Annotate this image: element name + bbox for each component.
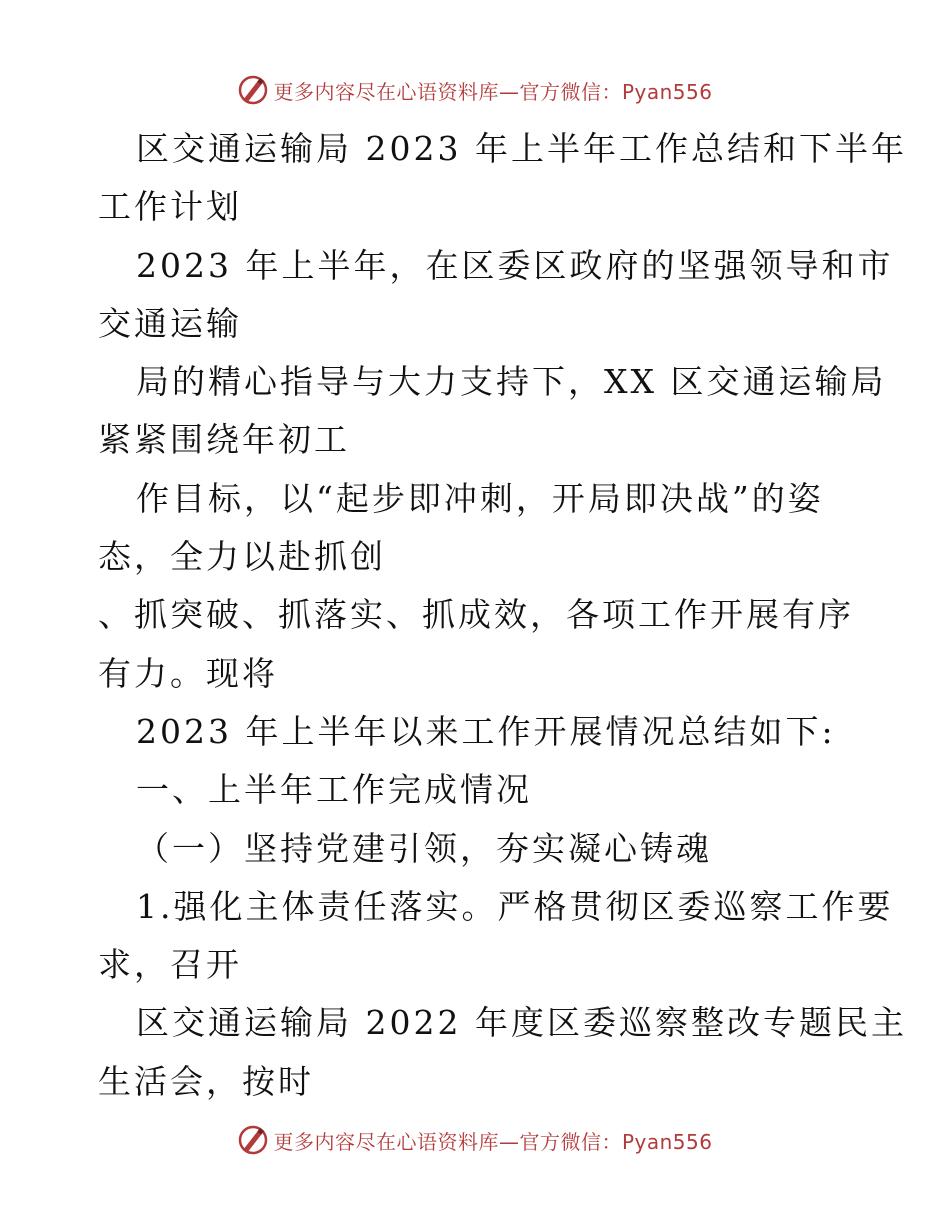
text-line: 紧紧围绕年初工 — [98, 420, 350, 460]
text-line: 求，召开 — [98, 945, 242, 985]
text-line: 区交通运输局 2023 年上半年工作总结和下半年 — [136, 129, 907, 168]
watermark-banner-top — [0, 70, 950, 110]
subsection-heading: （一）坚持党建引领，夯实凝心铸魂 — [136, 828, 712, 868]
text-line: 区交通运输局 2022 年度区委巡察整改专题民主 — [136, 1003, 907, 1043]
text-line: 工作计划 — [98, 187, 242, 227]
text-line: 生活会，按时 — [98, 1061, 314, 1101]
pen-logo-icon — [237, 74, 269, 106]
text-line: 、抓突破、抓落实、抓成效，各项工作开展有序 — [98, 595, 854, 635]
pen-logo-icon — [237, 1124, 269, 1156]
section-heading: 一、上半年工作完成情况 — [136, 770, 532, 810]
text-line: 局的精心指导与大力支持下，XX 区交通运输局 — [136, 362, 887, 402]
text-line: 交通运输 — [98, 303, 242, 343]
text-line: 2023 年上半年，在区委区政府的坚强领导和市 — [136, 245, 894, 285]
text-line: 2023 年上半年以来工作开展情况总结如下: — [136, 711, 836, 751]
document-body — [98, 120, 907, 1111]
watermark-text: 更多内容尽在心语资料库—官方微信：Pyan556 — [273, 1129, 713, 1154]
text-line: 有力。现将 — [98, 653, 278, 693]
text-line: 作目标，以“起步即冲刺，开局即决战”的姿 — [136, 478, 824, 518]
watermark-text: 更多内容尽在心语资料库—官方微信：Pyan556 — [273, 79, 713, 104]
watermark-banner-bottom — [0, 1120, 950, 1160]
text-line: 态，全力以赴抓创 — [98, 537, 386, 577]
text-line: 1.强化主体责任落实。严格贯彻区委巡察工作要 — [136, 886, 894, 926]
